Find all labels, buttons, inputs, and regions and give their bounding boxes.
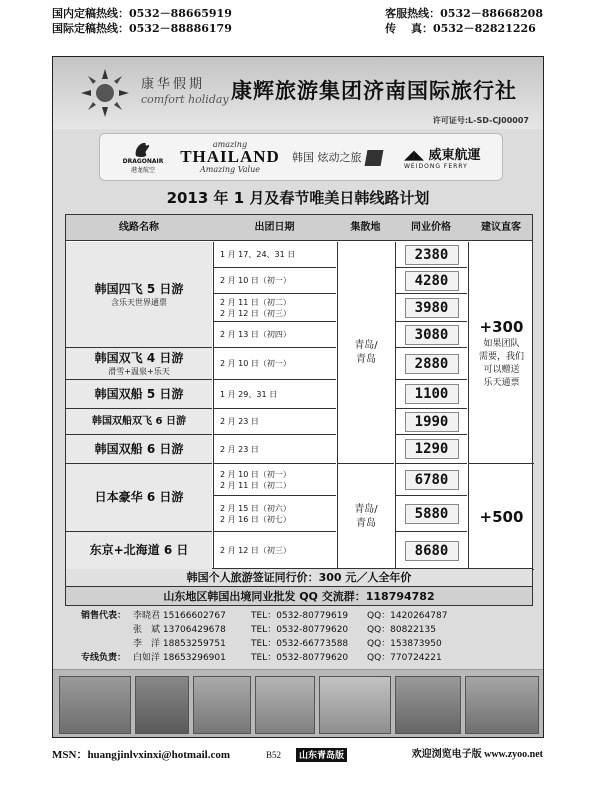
route-cell <box>66 242 212 348</box>
date-cell <box>213 464 336 496</box>
price-cell <box>395 532 467 570</box>
ferry-mark-icon: ◢◣ <box>404 148 429 163</box>
header-gathering: 集散地 <box>350 222 381 233</box>
contact-name-phone: 李晓君 15166602767 <box>133 611 226 621</box>
route-sub: 含乐天世界通票 <box>111 297 167 307</box>
contact-name-phone: 李 洋 18853259751 <box>133 639 226 649</box>
partner-logos <box>99 133 503 181</box>
header-route: 线路名称 <box>119 222 159 233</box>
date-line: 2 月 23 日 <box>220 417 259 426</box>
pagoda-photo <box>395 676 461 734</box>
date-line: 1 月 29、31 日 <box>220 389 278 399</box>
gathering-line: 青岛/ <box>354 339 378 351</box>
thailand-word: THAILAND <box>180 147 280 166</box>
route-sub: 滑雪+温泉+乐天 <box>108 366 170 376</box>
dragon-icon <box>132 138 154 158</box>
header-trade-price: 同业价格 <box>411 222 451 233</box>
contact-row <box>81 637 521 651</box>
price-value: 6780 <box>405 470 459 490</box>
date-cell <box>213 435 336 464</box>
date-cell <box>213 294 336 322</box>
route-name: 韩国双船双飞 6 日游 <box>92 416 186 427</box>
palace-photo <box>465 676 539 734</box>
gathering-cell <box>337 242 394 464</box>
price-cell <box>395 348 467 380</box>
date-cell <box>213 532 336 570</box>
contact-row <box>81 651 521 665</box>
korea-slogan: 韩国 炫动之旅 <box>292 151 362 164</box>
brand-header <box>53 57 543 129</box>
date-line: 2 月 15 日（初六） <box>220 503 291 513</box>
price-value: 2380 <box>405 245 459 265</box>
ferry-en-name: WEIDONG FERRY <box>404 163 468 170</box>
contact-tel: TEL：0532-80779620 <box>251 653 349 663</box>
direct-note-line: 乐天通票 <box>483 377 520 388</box>
date-cell <box>213 268 336 294</box>
contact-qq: QQ：153873950 <box>367 639 442 649</box>
contact-row <box>81 623 521 637</box>
beach-photo <box>193 676 251 734</box>
price-cell <box>395 242 467 268</box>
date-line: 2 月 10 日（初一） <box>220 469 291 479</box>
contact-name-phone: 白如洋 18653296901 <box>133 653 226 663</box>
date-line: 2 月 11 日（初二） <box>220 297 291 307</box>
dragonair-cn-name: 港龙航空 <box>130 167 155 174</box>
price-value: 3080 <box>405 325 459 345</box>
route-name: 东京+北海道 6 日 <box>89 543 189 557</box>
date-line: 2 月 10 日（初一） <box>220 276 291 285</box>
international-hotline: 国际定稿热线：0532－88886179 <box>52 22 232 35</box>
contact-qq: QQ：770724221 <box>367 653 442 663</box>
date-line: 2 月 11 日（初二） <box>220 480 291 490</box>
statue-photo <box>135 676 189 734</box>
header-date: 出团日期 <box>254 222 295 233</box>
price-value: 3980 <box>405 298 459 318</box>
dragonair-name: DRAGONAIR <box>122 158 164 165</box>
msn-contact: MSN：huangjinlvxinxi@hotmail.com <box>52 749 231 761</box>
date-cell <box>213 380 336 409</box>
hotline-left <box>52 6 232 36</box>
date-cell <box>213 496 336 532</box>
thailand-logo <box>180 140 280 174</box>
price-cell <box>395 268 467 294</box>
company-name: 康辉旅游集团济南国际旅行社 <box>231 79 517 103</box>
fax-line: 传 真：0532－82821226 <box>385 22 536 35</box>
photo-strip <box>53 669 543 738</box>
date-line: 2 月 10 日（初一） <box>220 359 291 368</box>
direct-note-line: 如果团队 <box>483 338 520 349</box>
date-line: 2 月 23 日 <box>220 444 259 454</box>
contact-row <box>81 609 521 623</box>
gathering-cell <box>337 464 394 570</box>
route-name: 日本豪华 6 日游 <box>94 490 184 504</box>
qq-group-banner: 山东地区韩国出境同业批发 QQ 交流群：118794782 <box>65 587 533 606</box>
korea-mark-icon <box>364 150 383 166</box>
table-header <box>66 215 532 241</box>
direct-amount: +300 <box>479 317 524 336</box>
route-name: 韩国双船 5 日游 <box>94 386 184 401</box>
ferry-cn-name <box>404 144 500 163</box>
license-number: 许可证号:L-SD-CJ00007 <box>432 116 529 125</box>
date-line: 2 月 12 日（初三） <box>220 308 291 318</box>
price-value: 8680 <box>405 541 459 561</box>
date-line: 1 月 17、24、31 日 <box>220 250 296 259</box>
contact-tel: TEL：0532-80779620 <box>251 625 349 635</box>
page-number: B52 <box>266 750 282 760</box>
contact-tel: TEL：0532-66773588 <box>251 639 349 649</box>
direct-note-line: 需要，我们 <box>478 351 524 362</box>
price-cell <box>395 380 467 409</box>
route-cell <box>66 380 212 409</box>
route-cell <box>66 532 212 570</box>
date-cell <box>213 322 336 348</box>
contact-name-phone: 张 斌 13706429678 <box>133 625 226 635</box>
direct-note-line: 可以赠送 <box>483 364 520 375</box>
logo-english-name: comfort holiday <box>141 93 229 106</box>
dragonair-logo <box>120 138 166 174</box>
route-name: 韩国双飞 4 日游 <box>94 350 184 365</box>
weidong-ferry-logo <box>404 144 500 170</box>
gathering-line: 青岛/ <box>354 503 378 515</box>
contact-tel: TEL：0532-80779619 <box>251 611 349 621</box>
temple-photo <box>59 676 131 734</box>
route-name: 韩国四飞 5 日游 <box>94 281 184 296</box>
direct-price-cell <box>468 464 534 570</box>
header-direct-price: 建议直客 <box>481 222 521 233</box>
direct-amount: +500 <box>479 507 524 526</box>
contact-label: 销售代表： <box>81 611 127 621</box>
thailand-slogan: Amazing Value <box>200 165 260 174</box>
gathering-line: 青岛 <box>356 517 376 529</box>
price-cell <box>395 435 467 464</box>
route-cell <box>66 435 212 464</box>
price-value: 2880 <box>405 354 459 374</box>
domestic-hotline: 国内定稿热线：0532－88665919 <box>52 7 232 20</box>
price-cell <box>395 294 467 322</box>
date-cell <box>213 242 336 268</box>
price-value: 1990 <box>405 412 459 432</box>
website-welcome: 欢迎浏览电子版 www.zyoo.net <box>411 749 543 760</box>
visa-price-banner: 韩国个人旅游签证同行价：300 元／人全年价 <box>65 569 533 587</box>
price-value: 1100 <box>405 384 459 404</box>
contact-qq: QQ：80822135 <box>367 625 436 635</box>
gathering-line: 青岛 <box>356 353 376 365</box>
thailand-amazing: amazing <box>212 140 248 149</box>
logo-chinese-name: 康华假期 <box>141 77 206 92</box>
service-hotline: 客服热线：0532－88668208 <box>385 7 543 20</box>
route-name: 韩国双船 6 日游 <box>94 441 184 456</box>
price-cell <box>395 409 467 435</box>
date-line: 2 月 12 日（初三） <box>220 546 291 555</box>
page-footer <box>52 746 543 764</box>
contact-label: 专线负责： <box>81 653 127 663</box>
date-line: 2 月 13 日（初四） <box>220 330 291 339</box>
plan-title: 2013 年 1 月及春节唯美日韩线路计划 <box>166 189 430 207</box>
date-line: 2 月 16 日（初七） <box>220 514 291 524</box>
date-cell <box>213 348 336 380</box>
price-value: 4280 <box>405 271 459 291</box>
price-cell <box>395 322 467 348</box>
price-cell <box>395 464 467 496</box>
direct-price-cell <box>468 242 534 464</box>
ferry-photo <box>319 676 391 734</box>
route-cell <box>66 409 212 435</box>
hotline-bar <box>52 6 543 40</box>
route-cell <box>66 348 212 380</box>
date-cell <box>213 409 336 435</box>
price-cell <box>395 496 467 532</box>
island-photo <box>255 676 315 734</box>
korea-tourism-logo <box>292 149 382 166</box>
ferry-cn-text: 威東航運 <box>428 148 481 163</box>
price-value: 1290 <box>405 439 459 459</box>
price-value: 5880 <box>405 504 459 524</box>
star-flower-logo-icon <box>79 67 131 119</box>
edition-badge: 山东青岛版 <box>296 748 347 762</box>
route-cell <box>66 464 212 532</box>
hotline-right <box>385 6 543 36</box>
contact-list <box>81 609 521 665</box>
route-price-table <box>65 214 533 569</box>
advert-sheet <box>52 56 544 738</box>
contact-qq: QQ：1420264787 <box>367 611 448 621</box>
